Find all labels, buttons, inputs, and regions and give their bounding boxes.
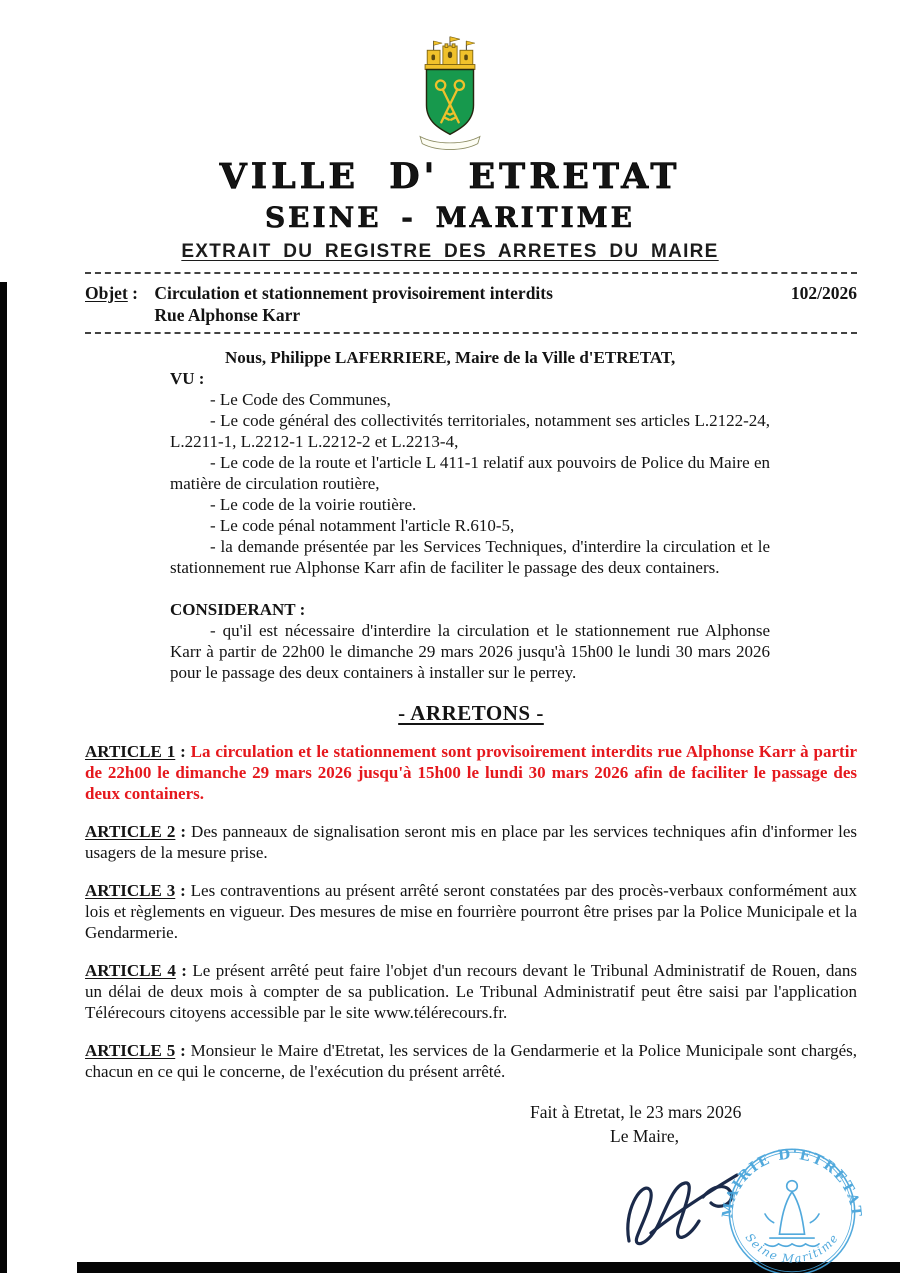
vu-item: - Le code pénal notamment l'article R.610-5,: [210, 515, 515, 535]
objet-label-group: [85, 282, 142, 326]
article-4-colon: :: [175, 960, 193, 980]
article-3: [85, 880, 857, 943]
article-1-body: La circulation et le stationnement sont provisoirement interdits rue Alphonse Karr à partir de 22h00 le dimanche 29 mars 2026 jusqu'à 15h00 le lundi 30 mars 2026 afin de faciliter le passage des deux containers.: [85, 741, 857, 803]
arretons-text: - ARRETONS -: [398, 700, 544, 725]
city-title: VILLE D' ETRETAT: [219, 156, 681, 197]
article-1: [85, 741, 857, 804]
article-4-label: ARTICLE 4: [85, 960, 176, 980]
objet-subject-line-1: Circulation et stationnement provisoirement interdits: [154, 282, 553, 303]
article-3-colon: :: [175, 880, 191, 900]
registry-heading: EXTRAIT DU REGISTRE DES ARRETES DU MAIRE: [181, 240, 719, 262]
vu-item: - Le Code des Communes,: [210, 389, 391, 409]
vu-item: - Le code de la voirie routière.: [210, 494, 417, 514]
vu-item: - Le code de la route et l'article L 411-1 relatif aux pouvoirs de Police du Maire en matière de circulation routière,: [170, 452, 770, 493]
arretons-heading: [85, 700, 857, 725]
article-5-label: ARTICLE 5: [85, 1040, 176, 1060]
vu-item: - Le code général des collectivités territoriales, notamment ses articles L.2122-24, L.2211-1, L.2212-1 L.2212-2 et L.2213-4,: [170, 410, 770, 451]
svg-text:MAIRIE D'ETRETAT: [720, 1147, 864, 1220]
article-2: [85, 821, 857, 863]
article-2-body: Des panneaux de signalisation seront mis en place par les services techniques afin d'informer les usagers de la mesure prise.: [85, 821, 857, 862]
mayor-intro-line: Nous, Philippe LAFERRIERE, Maire de la Ville d'ETRETAT,: [225, 347, 676, 367]
article-3-body: Les contraventions au présent arrêté seront constatées par des procès-verbaux conformément aux lois et règlements en vigueur. Des mesures de mise en fourrière pourront être prises par la Police Municipale et la Gendarmerie.: [85, 880, 857, 942]
article-2-colon: :: [175, 821, 192, 841]
objet-colon: :: [127, 282, 143, 303]
place-and-date: Fait à Etretat, le 23 mars 2026: [530, 1101, 742, 1122]
article-5-colon: :: [175, 1040, 191, 1060]
decree-number: 102/2026: [790, 282, 857, 303]
article-3-label: ARTICLE 3: [85, 880, 176, 900]
objet-label: Objet: [85, 282, 128, 303]
considerant-item: - qu'il est nécessaire d'interdire la circulation et le stationnement rue Alphonse Karr à partir de 22h00 le dimanche 29 mars 2026 jusqu'à 15h00 le lundi 30 mars 2026 pour le passage des deux containers à installer sur le perrey.: [170, 620, 770, 682]
document-header: [0, 0, 900, 263]
scan-edge-left-artifact: [0, 282, 7, 1273]
objet-subject-line-2: Rue Alphonse Karr: [154, 304, 301, 325]
article-5-body: Monsieur le Maire d'Etretat, les services de la Gendarmerie et la Police Municipale sont chargés, chacun en ce qui le concerne, de l'exécution du présent arrêté.: [85, 1040, 857, 1081]
preamble: [170, 347, 770, 683]
objet-subject: [154, 282, 779, 326]
signer-title: Le Maire,: [610, 1125, 679, 1146]
article-1-label: ARTICLE 1: [85, 741, 176, 761]
article-1-colon: :: [175, 741, 191, 761]
considerant-label: CONSIDERANT :: [170, 599, 306, 619]
stamp-bottom-text: Seine Maritime: [742, 1230, 842, 1266]
article-5: [85, 1040, 857, 1082]
vu-item: - la demande présentée par les Services Techniques, d'interdire la circulation et le stationnement rue Alphonse Karr afin de faciliter le passage des deux containers.: [170, 536, 770, 577]
stamp-center-figure: [765, 1181, 819, 1247]
article-4: [85, 960, 857, 1023]
dashed-separator-bottom: [85, 332, 857, 334]
stamp-top-text: MAIRIE D'ETRETAT: [719, 1146, 865, 1220]
dashed-separator-top: [85, 272, 857, 274]
document-body: [0, 272, 900, 1148]
article-4-body: Le présent arrêté peut faire l'objet d'un recours devant le Tribunal Administratif de Rouen, dans un délai de deux mois à compter de sa publication. Le Tribunal Administratif peut être saisi par l'application Télérecours citoyens accessible par le site www.télérecours.fr.: [85, 960, 857, 1022]
objet-row: [85, 282, 857, 326]
mairie-stamp-icon: [710, 1130, 874, 1273]
vu-label: VU :: [170, 368, 205, 388]
department-title: SEINE - MARITIME: [264, 200, 636, 234]
etretat-coat-of-arms-icon: [0, 36, 900, 150]
article-2-label: ARTICLE 2: [85, 821, 176, 841]
